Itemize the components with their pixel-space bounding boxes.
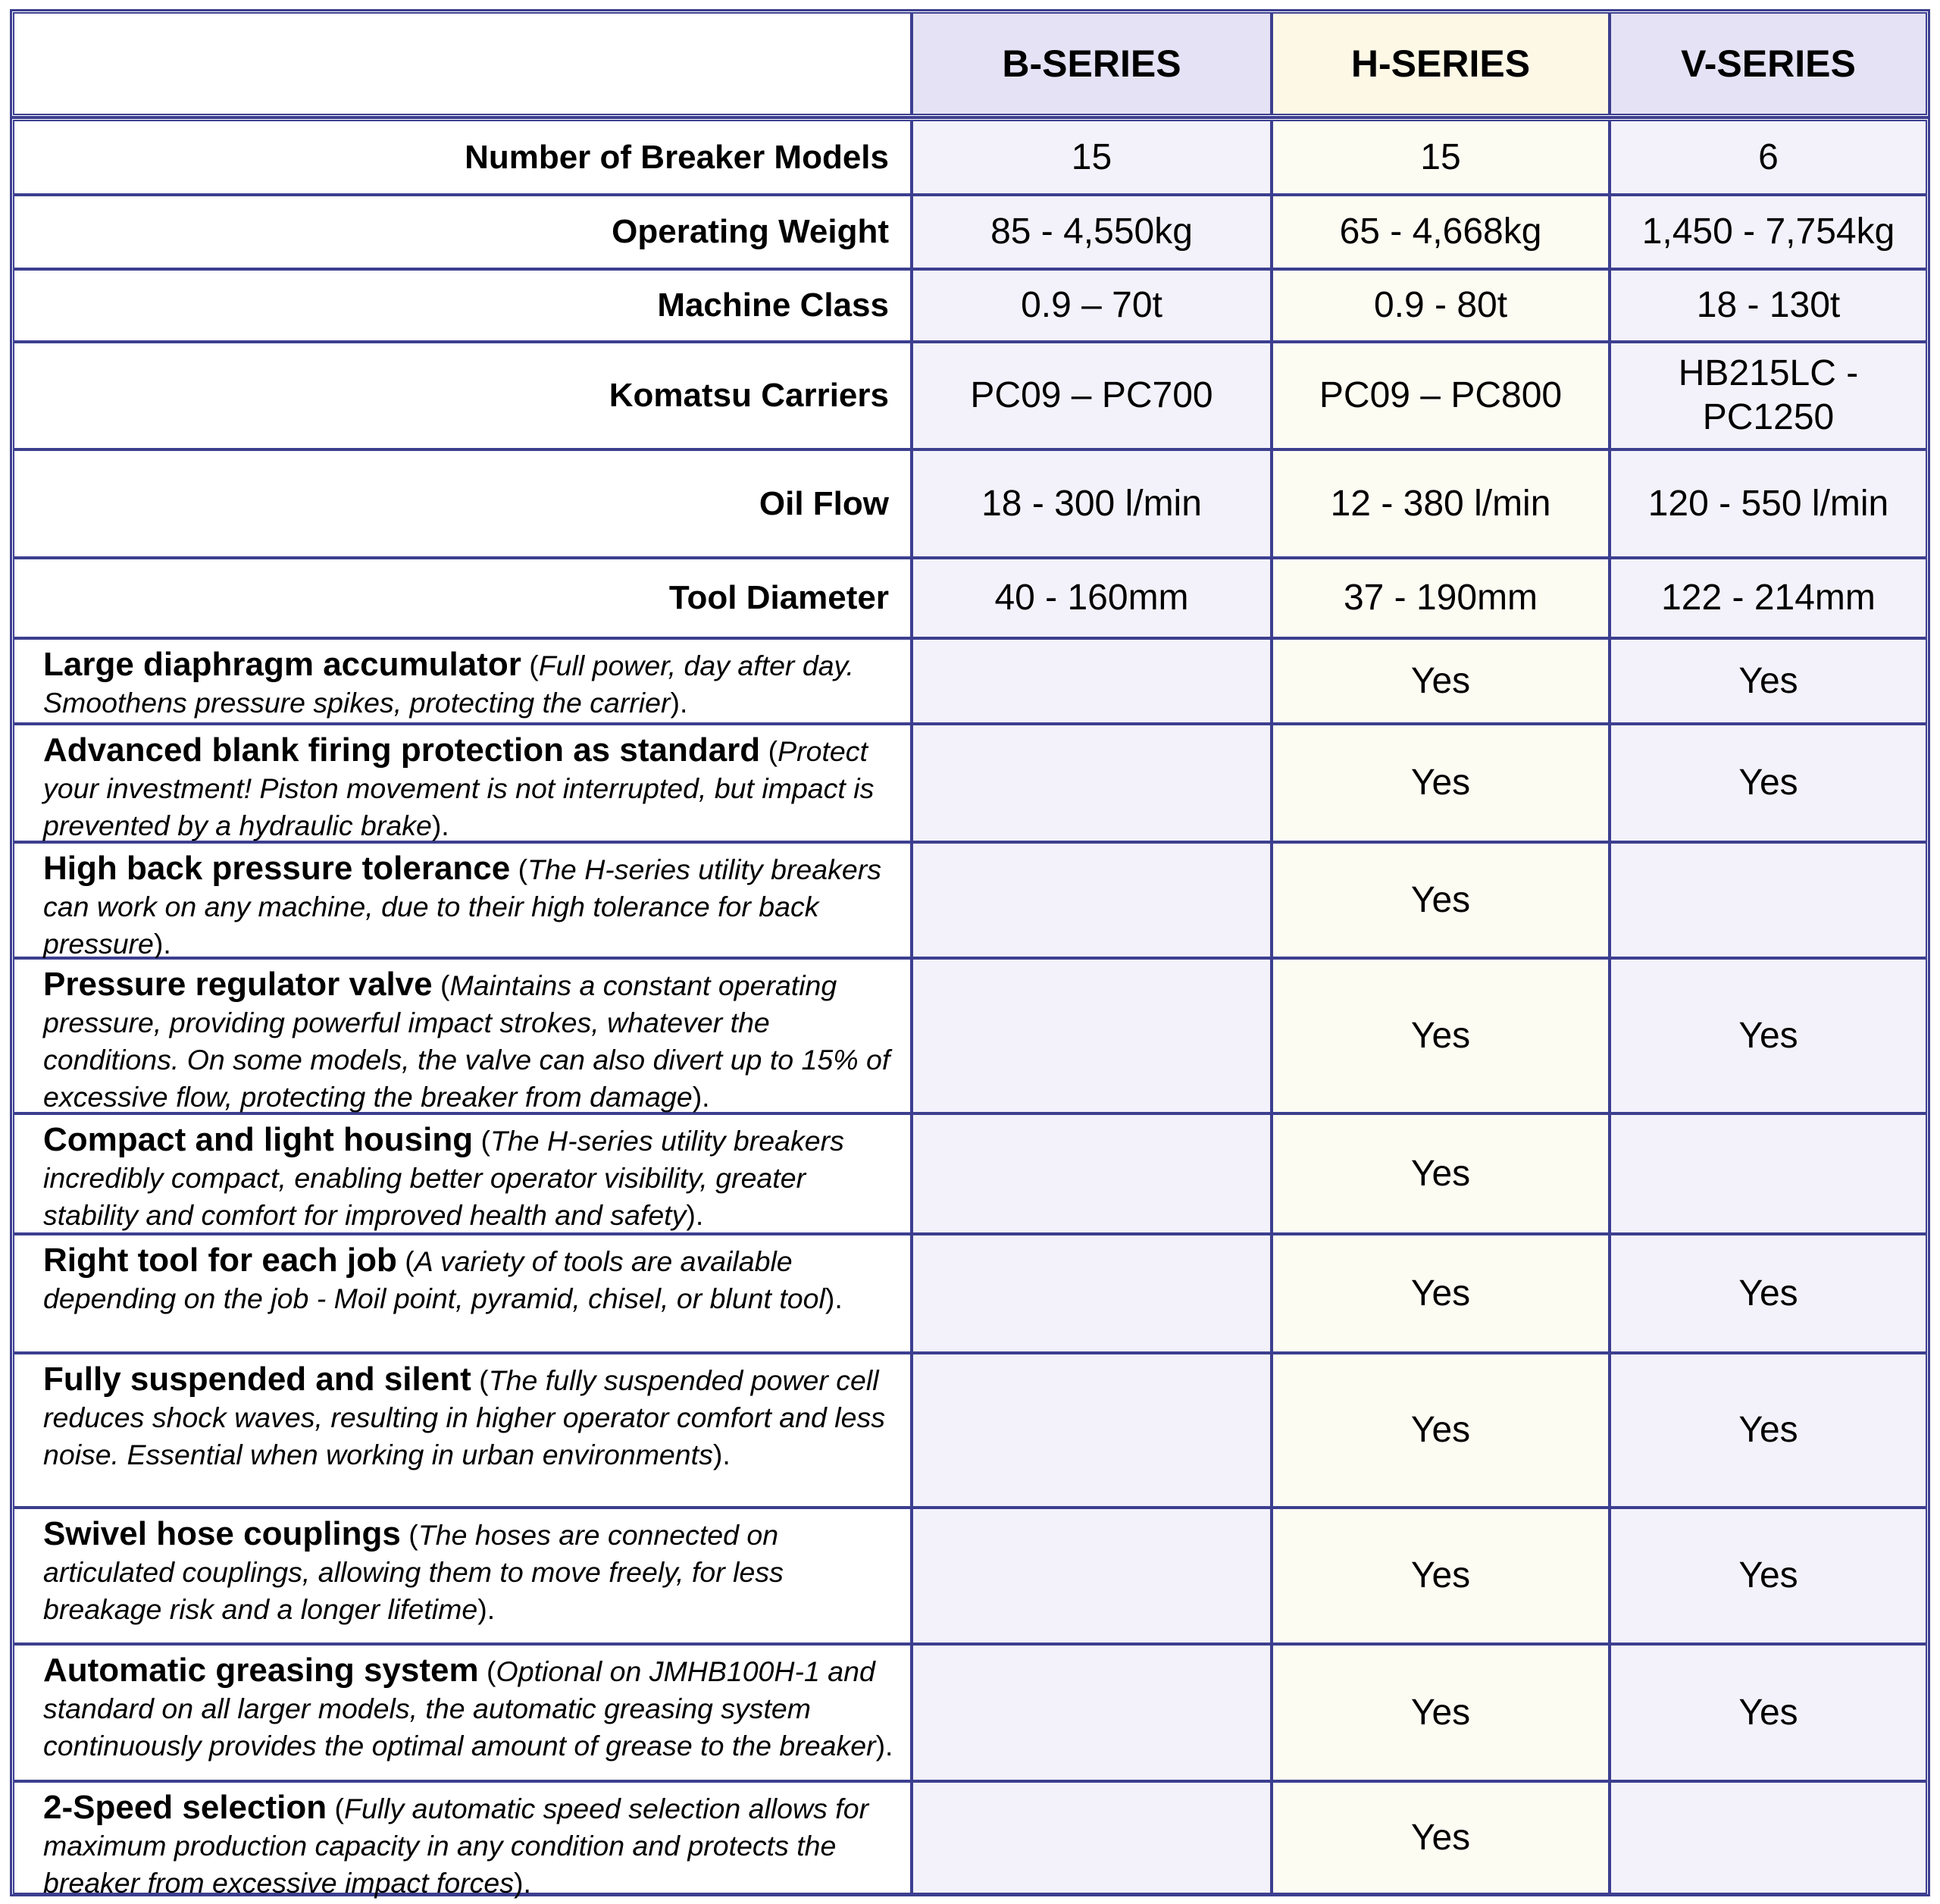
spec-value-h-series: 12 - 380 l/min [1272,449,1610,558]
feature-title: Large diaphragm accumulator [43,646,521,683]
feature-note: A variety of tools are available depending on the job - Moil point, pyramid, chisel, or blunt tool [43,1245,825,1314]
feature-value-b-series [912,1508,1272,1644]
feature-description-cell [13,638,912,724]
spec-label: Komatsu Carriers [13,342,912,449]
feature-title: High back pressure tolerance [43,850,511,887]
spec-value-v-series: 6 [1610,120,1927,195]
feature-value-h-series: Yes [1272,1508,1610,1644]
feature-note: The H-series utility breakers can work on any machine, due to their high tolerance for back pressure [43,853,881,960]
spec-value-v-series: 122 - 214mm [1610,558,1927,638]
feature-title: Advanced blank firing protection as standard [43,731,761,769]
feature-value-h-series: Yes [1272,1353,1610,1508]
feature-value-v-series [1610,1113,1927,1234]
feature-title: 2-Speed selection [43,1789,327,1826]
paren-open: ( [478,1655,496,1687]
feature-note: Protect your investment! Piston movement is not interrupted, but impact is prevented by a hydraulic brake [43,735,875,841]
feature-value-v-series [1610,1781,1927,1894]
feature-value-v-series: Yes [1610,1508,1927,1644]
feature-value-h-series: Yes [1272,1113,1610,1234]
spec-value-h-series: 37 - 190mm [1272,558,1610,638]
feature-title: Right tool for each job [43,1242,397,1279]
paren-open: ( [327,1793,345,1824]
feature-value-b-series [912,1234,1272,1353]
paren-open: ( [510,853,528,885]
feature-description-cell [13,1113,912,1234]
feature-title: Compact and light housing [43,1121,474,1158]
paren-open: ( [400,1519,418,1551]
feature-value-v-series: Yes [1610,724,1927,842]
feature-value-b-series [912,1781,1272,1894]
feature-value-h-series: Yes [1272,1781,1610,1894]
paren-open: ( [471,1364,489,1396]
header-blank-cell [13,12,912,115]
feature-value-b-series [912,1644,1272,1781]
paren-open: ( [396,1245,415,1277]
spec-label: Oil Flow [13,449,912,558]
paren-open: ( [760,735,778,767]
spec-value-v-series: 1,450 - 7,754kg [1610,195,1927,269]
feature-description-cell [13,1353,912,1508]
feature-note: The hoses are connected on articulated couplings, allowing them to move freely, for less breakage risk and a longer lifetime [43,1519,784,1625]
feature-description-cell [13,1508,912,1644]
feature-title: Swivel hose couplings [43,1515,401,1552]
feature-value-h-series: Yes [1272,842,1610,958]
feature-description-cell [13,958,912,1113]
feature-title: Automatic greasing system [43,1652,479,1689]
feature-title: Pressure regulator valve [43,966,433,1003]
feature-note: The fully suspended power cell reduces shock waves, resulting in higher operator comfort and less noise. Essential when working in urban environments [43,1364,885,1470]
feature-description-cell [13,1644,912,1781]
spec-value-h-series: 0.9 - 80t [1272,269,1610,342]
feature-title: Fully suspended and silent [43,1361,471,1398]
spec-value-h-series: 15 [1272,120,1610,195]
paren-close: ). [477,1593,496,1625]
paren-close: ). [670,687,688,719]
feature-value-h-series: Yes [1272,958,1610,1113]
feature-value-v-series: Yes [1610,1644,1927,1781]
paren-close: ). [431,810,449,841]
feature-note: Full power, day after day. Smoothens pressure spikes, protecting the carrier [43,650,854,719]
paren-open: ( [432,969,450,1001]
spec-value-b-series: 18 - 300 l/min [912,449,1272,558]
spec-value-b-series: 0.9 – 70t [912,269,1272,342]
spec-value-v-series: HB215LC - PC1250 [1610,342,1927,449]
feature-note: Optional on JMHB100H-1 and standard on all larger models, the automatic greasing system continuously provides the optimal amount of grease to the breaker [43,1655,876,1762]
feature-value-v-series: Yes [1610,958,1927,1113]
paren-close: ). [686,1199,704,1231]
feature-note: Fully automatic speed selection allows for maximum production capacity in any condition and protects the breaker from excessive impact forces [43,1793,869,1899]
paren-close: ). [712,1439,731,1470]
feature-value-v-series: Yes [1610,1234,1927,1353]
spec-value-v-series: 18 - 130t [1610,269,1927,342]
feature-value-b-series [912,638,1272,724]
column-header-b-series: B-SERIES [912,12,1272,115]
feature-value-v-series [1610,842,1927,958]
paren-open: ( [521,650,539,681]
spec-value-b-series: 15 [912,120,1272,195]
spec-value-h-series: 65 - 4,668kg [1272,195,1610,269]
feature-value-v-series: Yes [1610,638,1927,724]
feature-value-h-series: Yes [1272,1234,1610,1353]
spec-value-b-series: 40 - 160mm [912,558,1272,638]
feature-description-cell [13,842,912,958]
spec-value-v-series: 120 - 550 l/min [1610,449,1927,558]
feature-value-b-series [912,958,1272,1113]
spec-label: Tool Diameter [13,558,912,638]
paren-close: ). [824,1282,843,1314]
column-header-v-series: V-SERIES [1610,12,1927,115]
column-header-h-series: H-SERIES [1272,12,1610,115]
feature-value-v-series: Yes [1610,1353,1927,1508]
feature-note: Maintains a constant operating pressure, providing powerful impact strokes, whatever the conditions. On some models, the valve can also divert up to 15% of excessive flow, protecting the breaker from damage [43,969,890,1113]
feature-description-cell [13,1781,912,1899]
paren-close: ). [692,1081,710,1113]
feature-value-h-series: Yes [1272,638,1610,724]
feature-value-b-series [912,1113,1272,1234]
paren-open: ( [473,1125,491,1157]
feature-value-h-series: Yes [1272,724,1610,842]
feature-value-h-series: Yes [1272,1644,1610,1781]
spec-value-h-series: PC09 – PC800 [1272,342,1610,449]
spec-label: Machine Class [13,269,912,342]
spec-label: Number of Breaker Models [13,120,912,195]
paren-close: ). [153,928,171,960]
feature-description-cell [13,724,912,842]
spec-label: Operating Weight [13,195,912,269]
feature-description-cell [13,1234,912,1353]
feature-value-b-series [912,1353,1272,1508]
spec-value-b-series: 85 - 4,550kg [912,195,1272,269]
spec-value-b-series: PC09 – PC700 [912,342,1272,449]
feature-value-b-series [912,724,1272,842]
feature-note: The H-series utility breakers incredibly compact, enabling better operator visibility, greater stability and comfort for improved health and safety [43,1125,844,1231]
paren-close: ). [875,1730,893,1762]
paren-close: ). [514,1867,531,1899]
feature-value-b-series [912,842,1272,958]
